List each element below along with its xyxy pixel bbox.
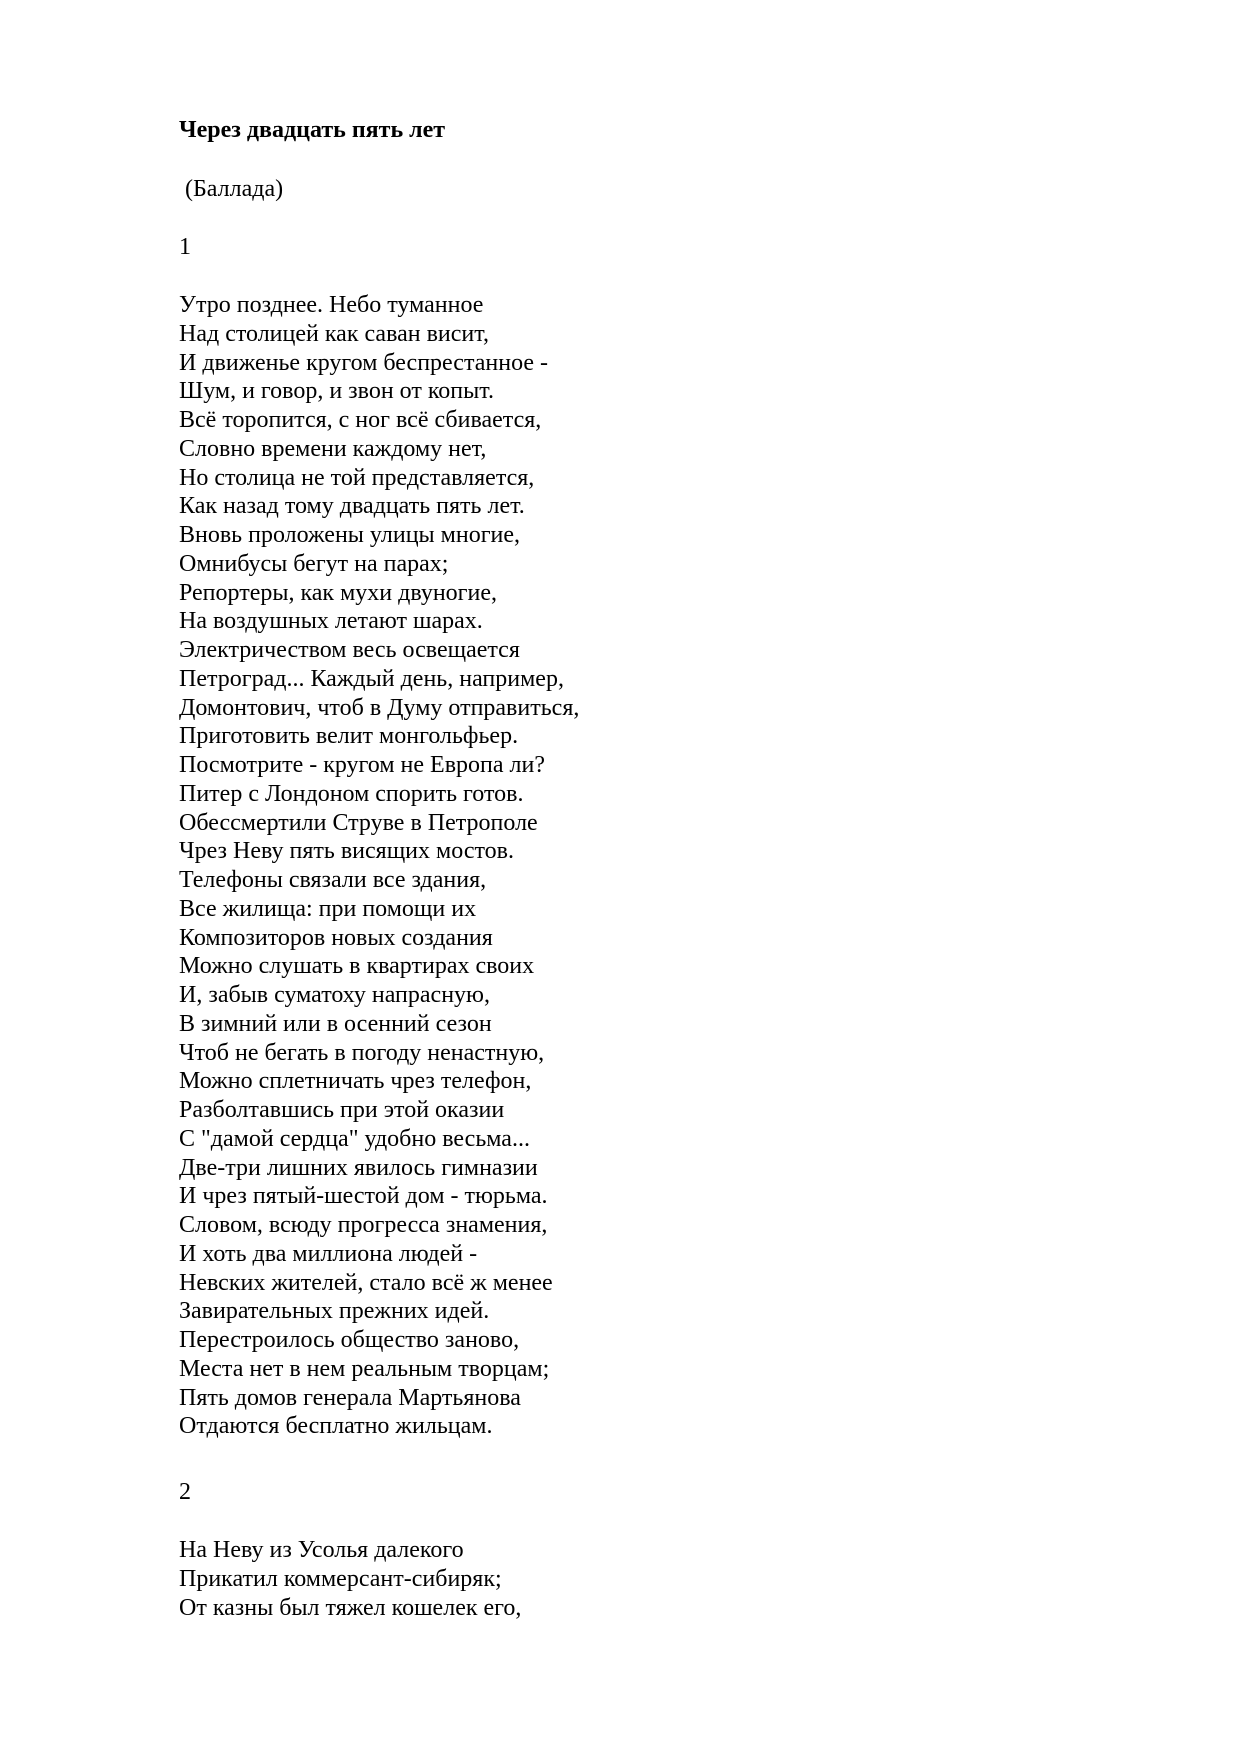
poem-title: Через двадцать пять лет [179, 117, 446, 143]
verse-line: Можно сплетничать чрез телефон, [179, 1068, 532, 1095]
verse-section-1 [179, 291, 579, 1441]
verse-line: Репортеры, как мухи двуногие, [179, 579, 498, 606]
verse-line: Места нет в нем реальным творцам; [179, 1355, 550, 1382]
verse-line: Шум, и говор, и звон от копыт. [179, 378, 494, 405]
verse-line: Телефоны связали все здания, [179, 867, 487, 893]
verse-line: Всё торопится, с ног всё сбивается, [179, 407, 542, 433]
verse-line: С "дамой сердца" удобно весьма... [179, 1125, 530, 1152]
verse-line: Словно времени каждому нет, [179, 435, 487, 462]
section-number-2: 2 [179, 1479, 191, 1505]
verse-line: И, забыв суматоху напрасную, [179, 982, 490, 1008]
verse-line: Словом, всюду прогресса знамения, [179, 1212, 548, 1238]
verse-line: Пять домов генерала Мартьянова [179, 1384, 521, 1411]
verse-line: На Неву из Усолья далекого [179, 1537, 464, 1563]
verse-line: Над столицей как саван висит, [179, 320, 489, 347]
poem-subtitle: (Баллада) [179, 176, 284, 202]
verse-line: Обессмертили Струве в Петрополе [179, 809, 538, 836]
verse-line: Питер с Лондоном спорить готов. [179, 780, 524, 807]
verse-line: Композиторов новых создания [179, 924, 493, 951]
verse-line: Все жилища: при помощи их [179, 895, 477, 922]
verse-line: И хоть два миллиона людей - [179, 1240, 478, 1267]
verse-line: Но столица не той представляется, [179, 464, 535, 491]
verse-line: Разболтавшись при этой оказии [179, 1097, 505, 1123]
verse-line: Прикатил коммерсант-сибиряк; [179, 1565, 502, 1592]
verse-line: Омнибусы бегут на парах; [179, 550, 449, 577]
verse-line: Домонтович, чтоб в Думу отправиться, [179, 694, 580, 721]
verse-line: Чрез Неву пять висящих мостов. [179, 838, 514, 865]
verse-line: Отдаются бесплатно жильцам. [179, 1413, 493, 1440]
verse-line: И чрез пятый-шестой дом - тюрьма. [179, 1183, 548, 1210]
verse-line: Приготовить велит монгольфьер. [179, 723, 519, 750]
verse-line: От казны был тяжел кошелек его, [179, 1594, 522, 1621]
verse-section-2 [179, 1536, 521, 1622]
verse-line: Как назад тому двадцать пять лет. [179, 493, 525, 520]
verse-line: Вновь проложены улицы многие, [179, 522, 521, 548]
verse-line: Невских жителей, стало всё ж менее [179, 1269, 553, 1296]
verse-line: Петроград... Каждый день, например, [179, 665, 564, 692]
verse-line: Утро позднее. Небо туманное [179, 292, 484, 318]
verse-line: Посмотрите - кругом не Европа ли? [179, 752, 545, 778]
verse-line: Можно слушать в квартирах своих [179, 953, 535, 980]
verse-line: Перестроилось общество заново, [179, 1327, 520, 1353]
verse-line: Чтоб не бегать в погоду ненастную, [179, 1039, 545, 1066]
section-number-1: 1 [179, 234, 191, 260]
verse-line: Две-три лишних явилось гимназии [179, 1154, 538, 1181]
verse-line: Завирательных прежних идей. [179, 1298, 490, 1325]
verse-line: На воздушных летают шарах. [179, 608, 483, 635]
verse-line: В зимний или в осенний сезон [179, 1010, 492, 1037]
verse-line: И движенье кругом беспрестанное - [179, 349, 548, 376]
verse-line: Электричеством весь освещается [179, 637, 520, 663]
